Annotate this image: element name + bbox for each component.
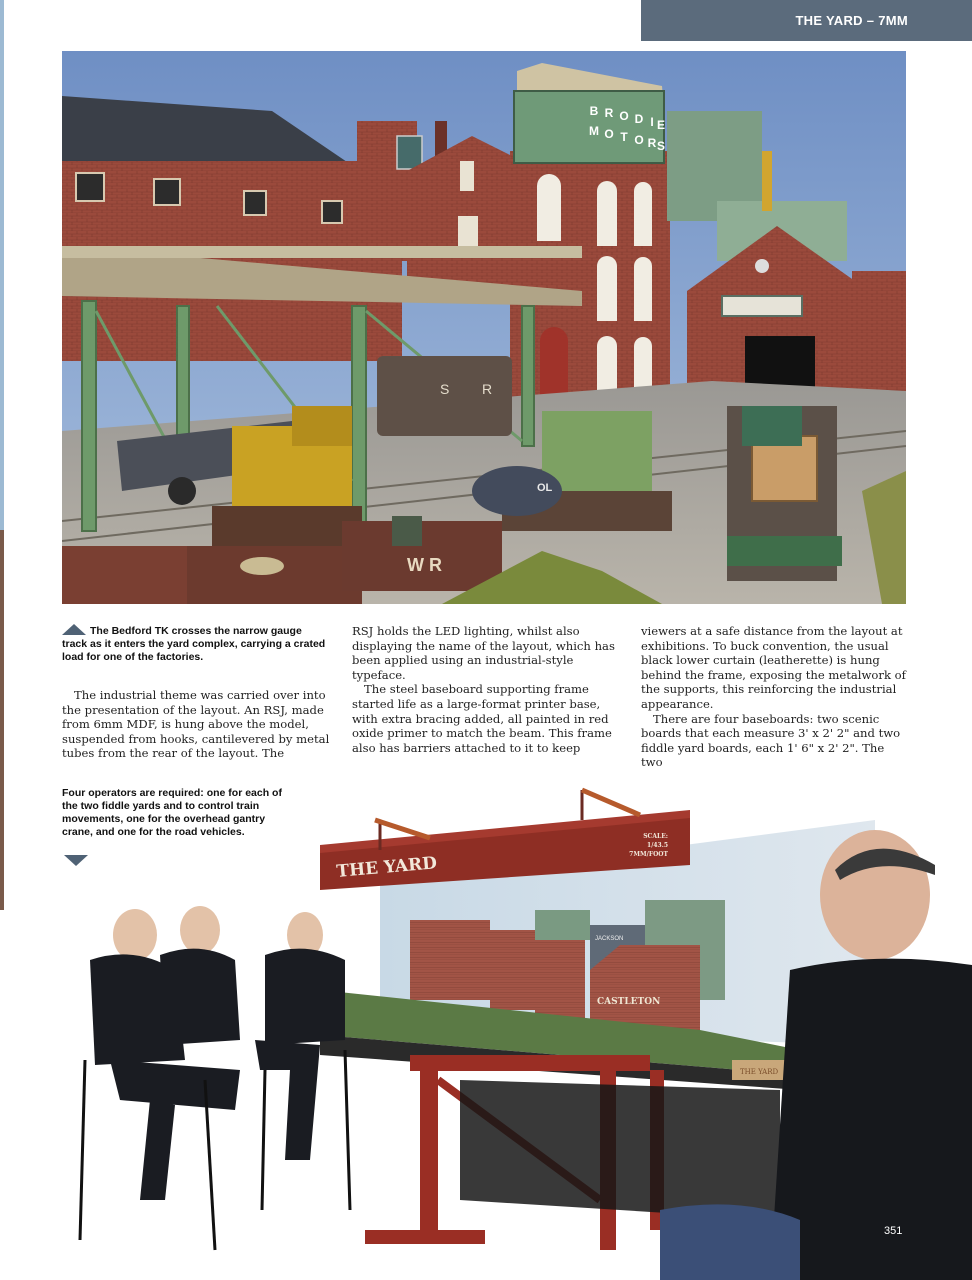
layout-photo-bottom — [0, 780, 972, 1280]
body-column-1 — [62, 688, 330, 761]
arrow-down-icon — [64, 855, 88, 866]
arrow-up-icon — [62, 624, 86, 635]
sign-letter: S — [656, 139, 666, 153]
sign-letter: I — [650, 115, 654, 129]
sign-letter: O — [619, 109, 629, 123]
body-column-3 — [641, 624, 909, 770]
paragraph: There are four baseboards: two scenic boards that each measure 3' x 2' 2" and two fiddle yard boards, each 1' 6" x 2' 2". The two — [641, 711, 901, 770]
building-sign: JACKSON — [595, 936, 624, 942]
paragraph: The industrial theme was carried over into the presentation of the layout. An RSJ, made from 6mm MDF, is hung above the model, suspended from hooks, cantilevered by metal tubes from the rear of the layout. The — [62, 688, 330, 761]
paragraph: viewers at a safe distance from the layout at exhibitions. To buck convention, the usual black lower curtain (leatherette) is hung behind the frame, exposing the metalwork of the supports, this reinforcing the industrial appearance. — [641, 624, 906, 711]
photo-caption-top: The Bedford TK crosses the narrow gauge track as it enters the yard complex, carrying a crated load for one of the factories. — [62, 625, 326, 663]
photo-caption-bottom: Four operators are required: one for each of the two fiddle yards and to control train movements, one for the overhead gantry crane, and one for the road vehicles. — [62, 787, 282, 838]
section-title: THE YARD – 7MM — [795, 13, 908, 28]
beam-scale-line: 7MM/FOOT — [629, 851, 668, 858]
beam-scale-line: SCALE: — [643, 833, 668, 840]
sign-letter: B — [589, 104, 599, 118]
building-sign: CASTLETON — [597, 997, 661, 1007]
sign-letter: R — [647, 136, 657, 150]
tank-mark: OL — [537, 482, 553, 494]
paragraph: The steel baseboard supporting frame started life as a large-format printer base, with extra bracing added, all painted in red oxide primer to match the beam. This frame also has barriers attached to it to keep — [352, 682, 612, 755]
sign-letter: T — [620, 130, 628, 144]
wagon-mark: S — [440, 381, 450, 397]
paragraph: RSJ holds the LED lighting, whilst also displaying the name of the layout, which has been applied using an industrial-style typeface. — [352, 624, 615, 682]
beam-title: THE YARD — [335, 853, 438, 882]
layout-photo-top — [62, 51, 906, 604]
page-edge-strip — [0, 0, 4, 910]
page-number: 351 — [884, 1225, 903, 1237]
body-column-2 — [352, 624, 620, 755]
section-header — [641, 0, 972, 41]
sign-letter: D — [634, 112, 644, 126]
plate-text: THE YARD — [740, 1068, 779, 1076]
sign-letter: E — [656, 118, 666, 132]
sign-letter: O — [604, 127, 614, 141]
sign-letter: R — [604, 106, 614, 120]
sign-letter: M — [589, 124, 599, 138]
wagon-front-mark: W R — [407, 555, 442, 575]
sign-letter: O — [634, 133, 644, 147]
beam-scale-line: 1/43.5 — [647, 842, 668, 849]
wagon-mark: R — [482, 381, 493, 397]
